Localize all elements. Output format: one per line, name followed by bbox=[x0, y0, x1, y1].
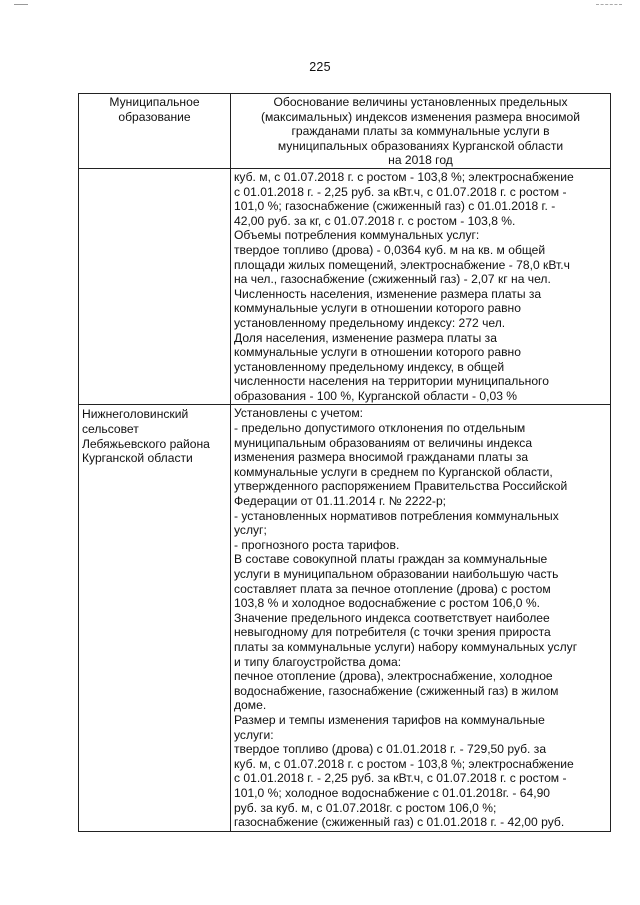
header-text-line: гражданами платы за коммунальные услуги в bbox=[291, 124, 550, 139]
table-row bbox=[79, 405, 611, 831]
justification-cell bbox=[231, 168, 611, 405]
text-line: 42,00 руб. за кг, с 01.07.2018 г. с ростом - 103,8 %. bbox=[234, 213, 516, 228]
text-line: 101,0 %; газоснабжение (сжиженный газ) с 01.01.2018 г. - bbox=[234, 199, 556, 214]
text-line: составляет плата за печное отопление (дрова) с ростом bbox=[234, 581, 551, 596]
text-line: установленному предельному индексу, в общей bbox=[234, 359, 505, 374]
text-line: услуг; bbox=[234, 523, 267, 538]
municipality-name-line: сельсовет bbox=[82, 422, 139, 437]
text-line: доме. bbox=[234, 698, 267, 713]
scan-mark-left bbox=[14, 4, 28, 5]
table-row bbox=[79, 168, 611, 405]
text-line: и типу благоустройства дома: bbox=[234, 654, 402, 669]
text-line: услуги в муниципальном образовании наибольшую часть bbox=[234, 567, 559, 581]
text-line: 103,8 % и холодное водоснабжение с ростом 106,0 %. bbox=[234, 596, 540, 611]
text-line: изменения размера вносимой гражданами платы за bbox=[234, 450, 529, 465]
text-line: Размер и темпы изменения тарифов на коммунальные bbox=[234, 712, 545, 727]
text-line: руб. за куб. м, с 01.07.2018г. с ростом 106,0 %; bbox=[234, 800, 497, 815]
text-line: - установленных нормативов потребления коммунальных bbox=[234, 508, 559, 523]
page-number: 225 bbox=[309, 60, 331, 74]
text-line: коммунальные услуги в среднем по Курганской области, bbox=[234, 464, 553, 479]
text-line: печное отопление (дрова), электроснабжение, холодное bbox=[234, 669, 553, 684]
text-line: куб. м, с 01.07.2018 г. с ростом - 103,8 %; электроснабжение bbox=[234, 756, 574, 771]
municipality-name-line: Курганской области bbox=[82, 451, 193, 466]
text-line: Доля населения, изменение размера платы за bbox=[234, 330, 497, 345]
table-header-row bbox=[79, 94, 611, 169]
text-line: численности населения на территории муниципального bbox=[234, 374, 549, 389]
tariff-index-table bbox=[78, 93, 611, 832]
text-line: на чел., газоснабжение (сжиженный газ) - 2,07 кг на чел. bbox=[234, 272, 551, 287]
text-line: Значение предельного индекса соответствует наиболее bbox=[234, 610, 550, 625]
header-text-line: образование bbox=[118, 109, 191, 124]
header-text-line: Обоснование величины установленных предельных bbox=[273, 95, 568, 109]
header-text-line: (максимальных) индексов изменения размера вносимой bbox=[260, 109, 581, 124]
text-line: с 01.01.2018 г. - 2,25 руб. за кВт.ч, с 01.07.2018 г. с ростом - bbox=[234, 184, 567, 199]
text-line: газоснабжение (сжиженный газ) с 01.01.2018 г. - 42,00 руб. bbox=[234, 815, 565, 830]
text-line: коммунальные услуги в отношении которого равно bbox=[234, 301, 521, 316]
text-line: утвержденного распоряжением Правительства Российской bbox=[234, 479, 568, 494]
text-line: образования - 100 %, Курганской области - 0,03 % bbox=[234, 388, 518, 403]
text-line: куб. м, с 01.07.2018 г. с ростом - 103,8 %; электроснабжение bbox=[234, 169, 574, 184]
text-line: невыгодному для потребителя (с точки зрения прироста bbox=[234, 625, 551, 640]
text-line: 101,0 %; холодное водоснабжение с 01.01.2018г. - 64,90 bbox=[234, 785, 551, 800]
text-line: твердое топливо (дрова) - 0,0364 куб. м на кв. м общей bbox=[234, 242, 546, 257]
text-line: Численность населения, изменение размера платы за bbox=[234, 286, 542, 301]
municipality-cell bbox=[79, 405, 231, 831]
text-line: - прогнозного роста тарифов. bbox=[234, 537, 400, 552]
text-line: Объемы потребления коммунальных услуг: bbox=[234, 228, 480, 243]
text-line: Установлены с учетом: bbox=[234, 406, 363, 421]
text-line: установленному предельному индексу: 272 чел. bbox=[234, 315, 506, 330]
text-line: - предельно допустимого отклонения по отдельным bbox=[234, 421, 526, 436]
municipality-cell bbox=[79, 168, 231, 405]
header-text-line: Муниципальное bbox=[109, 95, 200, 109]
text-line: услуги: bbox=[234, 727, 274, 742]
text-line: с 01.01.2018 г. - 2,25 руб. за кВт.ч, с 01.07.2018 г. с ростом - bbox=[234, 771, 567, 786]
justification-cell bbox=[231, 405, 611, 831]
header-municipality bbox=[79, 94, 231, 169]
header-text-line: муниципальных образованиях Курганской области bbox=[277, 138, 564, 153]
scan-mark-right bbox=[596, 4, 622, 6]
municipality-name-line: Нижнеголовинский bbox=[82, 407, 189, 422]
text-line: В составе совокупной платы граждан за коммунальные bbox=[234, 552, 548, 567]
text-line: твердое топливо (дрова) с 01.01.2018 г. - 729,50 руб. за bbox=[234, 742, 547, 757]
text-line: коммунальные услуги в отношении которого равно bbox=[234, 345, 521, 360]
municipality-name-line: Лебяжьевского района bbox=[82, 436, 210, 451]
text-line: водоснабжение, газоснабжение (сжиженный газ) в жилом bbox=[234, 683, 559, 698]
text-line: Федерации от 01.11.2014 г. № 2222-р; bbox=[234, 494, 447, 509]
text-line: муниципальным образованиям от величины индекса bbox=[234, 435, 533, 450]
text-line: платы за коммунальные услуги) набору коммунальных услуг bbox=[234, 639, 578, 654]
header-text-line: на 2018 год bbox=[388, 153, 453, 168]
header-justification bbox=[231, 94, 611, 169]
text-line: площади жилых помещений, электроснабжение - 78,0 кВт.ч bbox=[234, 257, 570, 272]
